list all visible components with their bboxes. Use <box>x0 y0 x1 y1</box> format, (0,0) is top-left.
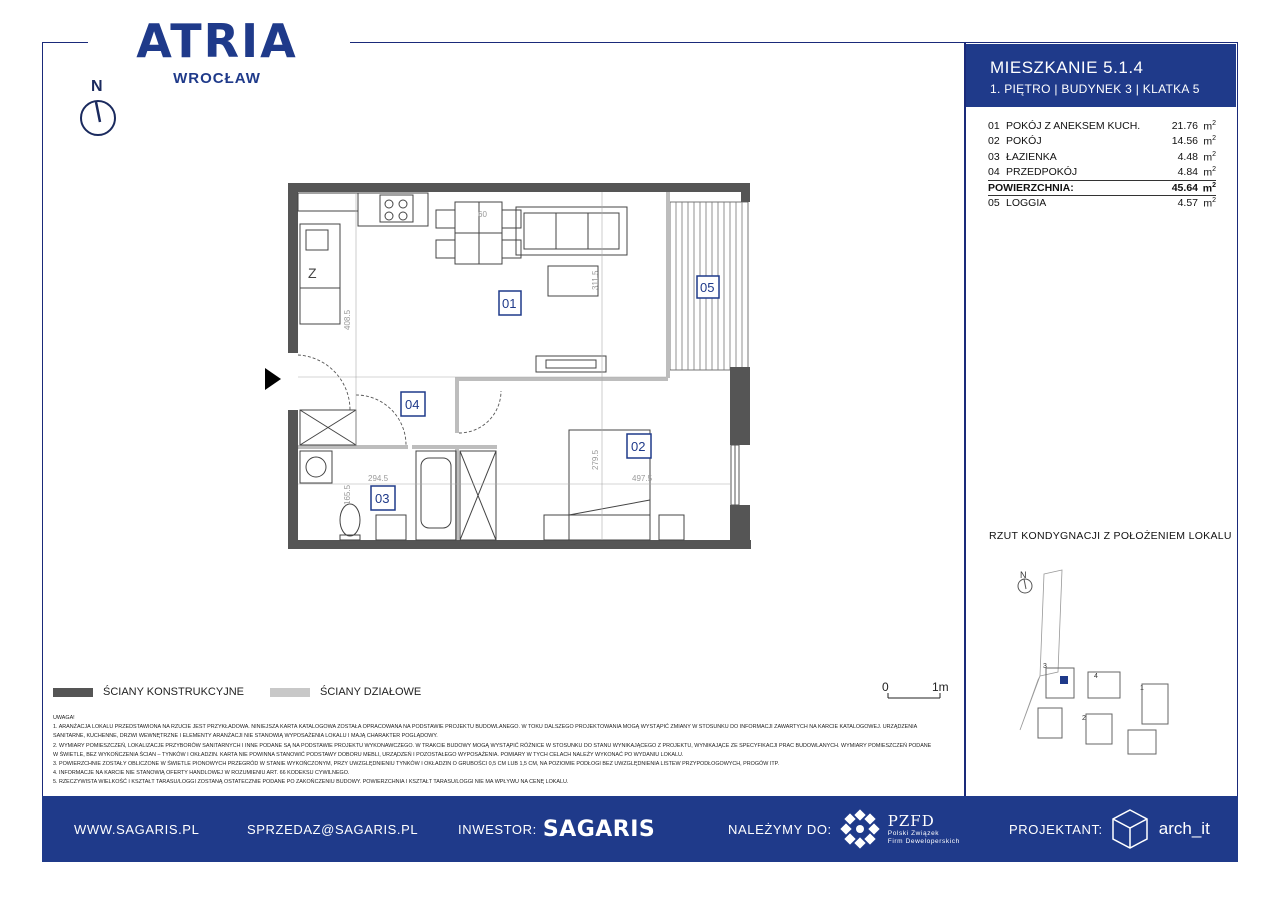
pzfd-logo <box>888 812 960 847</box>
note-line: UWAGA! <box>53 715 75 721</box>
room-name: ŁAZIENKA <box>1006 150 1057 163</box>
designer-label: PROJEKTANT: <box>1009 821 1103 837</box>
room-row <box>988 118 1216 134</box>
bedroom-window <box>731 445 739 505</box>
room-row <box>988 165 1216 181</box>
pzfd-sub: Polski Związek <box>887 829 940 837</box>
scale-end: 1m <box>932 680 949 694</box>
floor-plan <box>258 175 778 560</box>
note-line: 4. INFORMACJE NA KARCIE NIE STANOWIĄ OFERTY HANDLOWEJ W ROZUMIENIU ART. 66 KODEKSU CYWILNEGO. <box>53 770 350 777</box>
room-name: POKÓJ <box>1006 135 1042 148</box>
compass-icon <box>78 98 120 140</box>
arch-it-cube-icon <box>1111 808 1149 850</box>
room-area: 4.84 <box>1177 166 1198 179</box>
building-number: 4 <box>1094 673 1098 680</box>
membership-block <box>728 796 960 862</box>
room-number: 02 <box>988 135 1000 148</box>
wall-legend <box>53 686 447 698</box>
room-label-05: 05 <box>700 280 715 295</box>
entrance-arrow-icon <box>265 368 281 390</box>
dim-label: 497.5 <box>632 474 653 483</box>
apartment-location-marker <box>1060 676 1068 684</box>
note-line: SANITARNE, KUCHENNE, DRZWI WEWNĘTRZNE I ELEMENTY ARANŻACJI NIE STANOWIĄ WYPOSAŻENIA LOKALU I MAJĄ CHARAKTER POGLĄDOWY. <box>53 733 438 740</box>
north-label: N <box>91 78 103 95</box>
room-number: 05 <box>988 197 1000 210</box>
room-label-02: 02 <box>631 439 646 454</box>
logo-wordmark: ATRIA <box>136 14 298 68</box>
email-link[interactable]: SPRZEDAZ@SAGARIS.PL <box>247 821 419 837</box>
structural-swatch <box>53 688 93 697</box>
logo-city: WROCŁAW <box>173 70 261 87</box>
scale-start: 0 <box>882 680 889 694</box>
building-number: 2 <box>1082 715 1086 722</box>
apartment-subtitle: 1. PIĘTRO | BUDYNEK 3 | KLATKA 5 <box>990 82 1200 96</box>
room-label-03: 03 <box>375 491 390 506</box>
investor-block <box>458 796 655 862</box>
scale-bar <box>882 680 954 702</box>
website-link[interactable]: WWW.SAGARIS.PL <box>74 821 200 837</box>
dim-label: 408.5 <box>343 309 352 330</box>
loggia-row <box>988 196 1216 212</box>
room-unit: $m^2$ <box>1203 150 1216 163</box>
dim-label: 60 <box>478 210 487 219</box>
room-label-01: 01 <box>502 296 517 311</box>
room-number: 01 <box>988 119 1000 132</box>
apartment-title: MIESZKANIE 5.1.4 <box>990 58 1144 77</box>
partition-label: ŚCIANY DZIAŁOWE <box>320 686 422 698</box>
pzfd-emblem-icon <box>840 809 880 849</box>
room-area: 14.56 <box>1171 135 1198 148</box>
room-unit: $m^2$ <box>1203 197 1216 210</box>
note-line: 2. WYMIARY POMIESZCZEŃ, LOKALIZACJE PRZYBORÓW SANITARNYCH I INNE PODANE SĄ NA PODSTAWIE PROJEKTU WYKONAWCZEGO. W TRAKCIE BUDOWY MOGĄ WYSTĄPIĆ RÓŻNICE W STOSUNKU DO STANU WYNIKAJĄCEGO Z PROJEKTU, WYNIKAJĄCE ZE SPECYFIKACJI PRAC BUDOWLANYCH. WYMIARY POMIESZCZEŃ PODANE <box>53 742 932 749</box>
member-label: NALEŻYMY DO: <box>728 821 832 837</box>
room-area-table <box>988 118 1216 211</box>
designer-block <box>1009 796 1210 862</box>
partition-swatch <box>270 688 310 697</box>
room-unit: $m^2$ <box>1203 166 1216 179</box>
room-row <box>988 134 1216 150</box>
dim-label: 165.5 <box>343 484 352 505</box>
structural-label: ŚCIANY KONSTRUKCYJNE <box>103 686 244 698</box>
total-area: 45.64 <box>1171 181 1198 194</box>
note-line: 5. RZECZYWISTA WIELKOŚĆ I KSZTAŁT TARASU/LOGGI ZOSTANĄ OSTATECZNIE PODANE PO ZAKOŃCZENIU BUDOWY. POWIERZCHNIA I KSZTAŁT TARASU/LOGGI NIE MA WPŁYWU NA CENĘ LOKALU. <box>53 779 569 786</box>
minimap-north-label: N <box>1020 570 1027 580</box>
note-line: W ŚWIETLE, BEZ WYKOŃCZENIA ŚCIAN – TYNKÓW I OKŁADZIN. KARTA NIE POWINNA STANOWIĆ PODSTAWY DOBORU MEBLI, URZĄDZEŃ I POZOSTAŁEGO WYPOSAŻENIA. POMIARY W TYCH CELACH NALEŻY WYKONAĆ PO WYDANIU LOKALU. <box>53 751 684 758</box>
dim-label: 294.5 <box>368 474 389 483</box>
room-area: 4.48 <box>1177 150 1198 163</box>
note-line: 3. POWIERZCHNIE ZOSTAŁY OBLICZONE W ŚWIETLE PIONOWYCH PRZEGRÓD W STANIE WYKOŃCZONYM, PRZY UWZGLĘDNIENIU TYNKÓW I OKŁADZIN O GRUBOŚCI 0,5 CM LUB 1,5 CM, NA POZIOMIE PODŁOGI BEZ UWZGLĘDNIENIA LISTEW PRZYPODŁOGOWYCH, PROGÓW ITP. <box>53 760 780 767</box>
atria-logo <box>106 14 328 87</box>
pzfd-name: PZFD <box>887 811 935 830</box>
north-indicator <box>78 78 120 140</box>
svg-text:Z: Z <box>308 265 317 281</box>
floor-key-plan <box>1010 566 1210 766</box>
building-number: 3 <box>1043 663 1047 670</box>
room-label-04: 04 <box>405 397 420 412</box>
investor-label: INWESTOR: <box>458 821 537 837</box>
dim-label: 279.5 <box>591 449 600 470</box>
floor-key-plan-title: RZUT KONDYGNACJI Z POŁOŻENIEM LOKALU <box>989 530 1232 542</box>
room-area: 21.76 <box>1171 119 1198 132</box>
note-line: 1. ARANŻACJA LOKALU PRZEDSTAWIONA NA RZUCIE JEST PRZYKŁADOWA. NINIEJSZA KARTA KATALOGOWA ZOSTAŁA OPRACOWANA NA PODSTAWIE PROJEKTU BUDOWLANEGO. W TOKU DALSZEGO PROJEKTOWANIA MOGĄ WYSTĄPIĆ ZMIANY W STOSUNKU DO INFORMACJI ZAWARTYCH NA KARCIE KATALOGOWEJ. URZĄDZENIA <box>53 724 918 731</box>
total-unit: $m^2$ <box>1202 181 1216 194</box>
dim-label: 311.5 <box>591 270 600 290</box>
room-name: LOGGIA <box>1006 197 1047 210</box>
total-area-row <box>988 180 1216 196</box>
room-row <box>988 149 1216 165</box>
room-unit: $m^2$ <box>1203 119 1216 132</box>
room-number: 04 <box>988 166 1000 179</box>
apartment-header <box>966 44 1236 107</box>
pzfd-sub: Firm Deweloperskich <box>887 838 960 845</box>
investor-logo: SAGARIS <box>542 816 656 842</box>
room-number: 03 <box>988 150 1000 163</box>
building-number: 1 <box>1140 685 1144 692</box>
room-name: POKÓJ Z ANEKSEM KUCH. <box>1006 119 1141 132</box>
designer-name: arch_it <box>1158 819 1210 838</box>
room-unit: $m^2$ <box>1203 135 1216 148</box>
room-name: PRZEDPOKÓJ <box>1006 166 1078 179</box>
legal-notes <box>53 714 958 788</box>
room-area: 4.57 <box>1177 197 1198 210</box>
panel-divider <box>964 42 966 796</box>
footer-bar <box>42 796 1238 862</box>
total-label: POWIERZCHNIA: <box>988 181 1074 194</box>
